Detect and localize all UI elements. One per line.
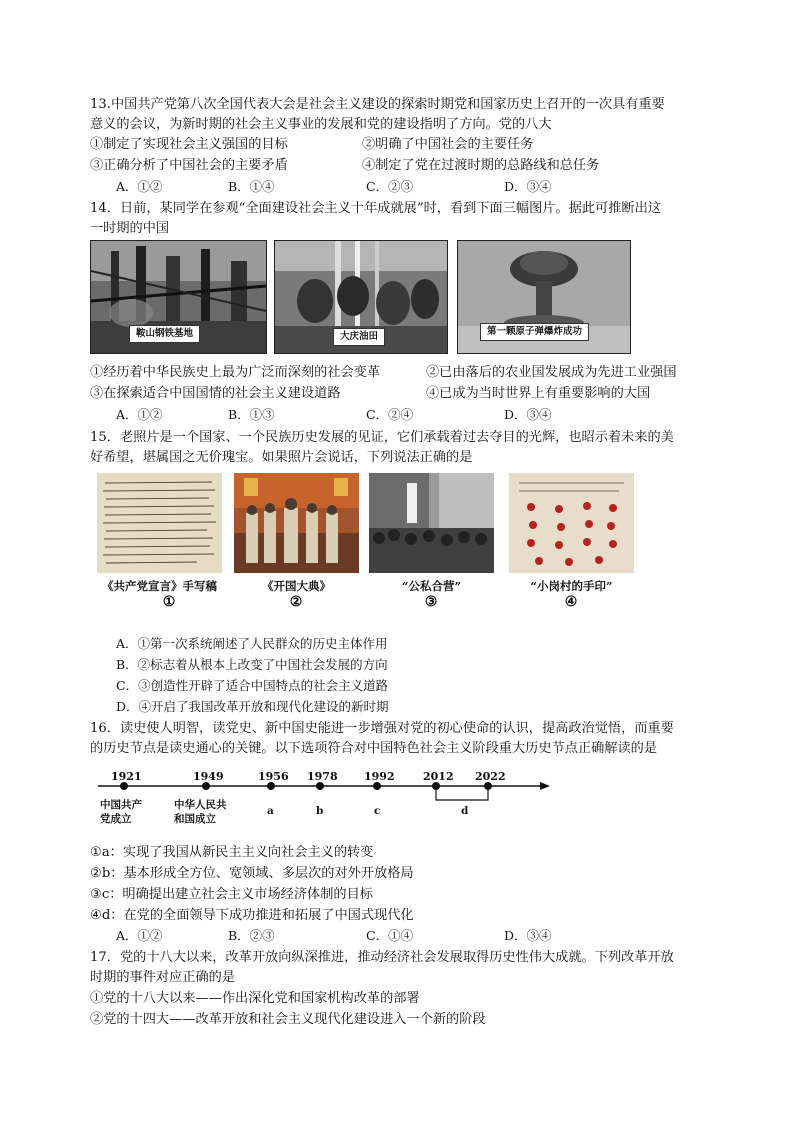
atomic-bomb-photo [457,240,631,354]
timeline-year-1921: 1921 [111,770,142,783]
founding-ceremony-image [234,473,359,573]
timeline-year-2022: 2022 [475,770,506,783]
q16-choice-a[interactable]: A．①② [116,928,163,943]
timeline-node-1978 [316,782,324,790]
q14-item-1: ①经历着中华民族史上最为广泛而深刻的社会变革 [90,365,381,380]
photo-number-4: ④ [564,594,578,610]
q17-stem-line1: 17．党的十八大以来，改革开放向纵深推进，推动经济社会发展取得历史性伟大成就。下列改革开放 [90,950,674,965]
timeline-label-1949-line2: 和国成立 [174,813,216,825]
timeline-year-1949: 1949 [193,770,224,783]
q16-choice-c[interactable]: C．①④ [366,928,414,943]
public-private-partnership-photo [369,473,494,573]
q13-stem-line2: 意义的会议，为新时期的社会主义事业的发展和党的建设指明了方向。党的八大 [90,117,552,132]
q16-choice-b[interactable]: B．②③ [228,928,275,943]
q13-choice-a[interactable]: A．①② [116,179,163,194]
q15-stem-line2: 好希望，堪属国之无价瑰宝。如果照片会说话，下列说法正确的是 [90,450,473,465]
timeline-node-2012 [432,782,440,790]
anshan-steel-photo [90,240,267,354]
q16-item-4: ④d：在党的全面领导下成功推进和拓展了中国式现代化 [90,908,414,923]
q15-choice-b[interactable]: B．②标志着从根本上改变了中国社会发展的方向 [116,657,388,672]
q14-choice-c[interactable]: C．②④ [366,407,414,422]
q16-stem-line2: 的历史节点是读史通心的关键。以下选项符合对中国特色社会主义阶段重大历史节点正确解读的是 [90,741,658,756]
timeline-year-1992: 1992 [364,770,395,783]
q13-stem-line1: 13.中国共产党第八次全国代表大会是社会主义建设的探索时期党和国家历史上召开的一次具有重要 [90,97,665,112]
timeline-year-1978: 1978 [307,770,338,783]
q14-item-4: ④已成为当时世界上有重要影响的大国 [426,386,651,401]
timeline-node-2022 [484,782,492,790]
q14-stem-line1: 14．日前，某同学在参观“全面建设社会主义十年成就展”时，看到下面三幅图片。据此可推断出这 [90,201,661,216]
q13-choice-d[interactable]: D．③④ [504,179,552,194]
timeline-year-1956: 1956 [258,770,289,783]
q15-choice-a[interactable]: A．①第一次系统阐述了人民群众的历史主体作用 [116,636,388,651]
timeline-node-1992 [373,782,381,790]
q14-choice-b[interactable]: B．①③ [228,407,275,422]
q13-item-2: ②明确了中国社会的主要任务 [362,137,534,152]
photo-number-3: ③ [424,594,438,610]
xiaogang-handprints-caption: “小岗村的手印” [530,579,613,593]
q13-item-1: ①制定了实现社会主义强国的目标 [90,137,288,152]
xiaogang-handprints-image [509,473,634,573]
daqing-oilfield-caption: 大庆油田 [333,328,385,346]
daqing-oilfield-photo [274,240,448,354]
photo-number-2: ② [289,594,303,610]
manifesto-caption: 《共产党宣言》手写稿 [102,579,217,593]
q13-item-3: ③正确分析了中国社会的主要矛盾 [90,158,288,173]
q14-item-2: ②已由落后的农业国发展成为先进工业强国 [426,365,677,380]
q14-item-3: ③在探索适合中国国情的社会主义建设道路 [90,386,341,401]
manifesto-manuscript-image [97,473,222,573]
q15-choice-d[interactable]: D．④开启了我国改革开放和现代化建设的新时期 [116,699,389,714]
q17-item-1: ①党的十八大以来——作出深化党和国家机构改革的部署 [90,991,420,1006]
founding-ceremony-caption: 《开国大典》 [262,579,331,593]
q14-choice-d[interactable]: D．③④ [504,407,552,422]
q13-choice-c[interactable]: C．②③ [366,179,414,194]
atomic-bomb-caption: 第一颗原子弹爆炸成功 [480,323,589,341]
founding-ceremony-photo [234,473,359,573]
public-private-partnership-caption: “公私合营” [401,579,462,593]
timeline-bracket-d [436,790,488,800]
q17-item-2: ②党的十四大——改革开放和社会主义现代化建设进入一个新的阶段 [90,1012,486,1027]
q16-stem-line1: 16．读史使人明智，读党史、新中国史能进一步增强对党的初心使命的认识，提高政治觉悟，而重要 [90,721,674,736]
timeline-label-a: a [267,805,274,817]
timeline-label-c: c [374,805,381,817]
q16-item-2: ②b：基本形成全方位、宽领域、多层次的对外开放格局 [90,866,414,881]
xiaogang-handprints-photo [509,473,634,573]
timeline-label-b: b [316,805,324,817]
timeline-arrow [540,782,550,790]
q15-stem-line1: 15．老照片是一个国家、一个民族历史发展的见证，它们承载着过去夺目的光辉，也昭示着未来的美 [90,430,674,445]
q17-stem-line2: 时期的事件对应正确的是 [90,970,236,985]
q16-choice-d[interactable]: D．③④ [504,928,552,943]
q16-item-1: ①a：实现了我国从新民主主义向社会主义的转变 [90,845,374,860]
q13-item-4: ④制定了党在过渡时期的总路线和总任务 [362,158,600,173]
timeline-node-1921 [120,782,128,790]
timeline-node-1956 [267,782,275,790]
timeline-label-1921-line1: 中国共产 [100,799,142,811]
photo-number-1: ① [162,594,176,610]
q16-item-3: ③c：明确提出建立社会主义市场经济体制的目标 [90,887,373,902]
public-private-partnership-image [369,473,494,573]
q15-choice-c[interactable]: C．③创造性开辟了适合中国特点的社会主义道路 [116,678,389,693]
timeline-label-1949-line1: 中华人民共 [174,799,227,811]
q13-choice-b[interactable]: B．①④ [228,179,275,194]
q14-stem-line2: 一时期的中国 [90,221,170,236]
q14-choice-a[interactable]: A．①② [116,407,163,422]
anshan-steel-caption: 鞍山钢铁基地 [129,325,200,343]
timeline-year-2012: 2012 [423,770,454,783]
timeline-label-1921-line2: 党成立 [100,813,132,825]
timeline-node-1949 [202,782,210,790]
timeline-label-d: d [461,805,469,817]
manifesto-manuscript-photo [97,473,222,573]
